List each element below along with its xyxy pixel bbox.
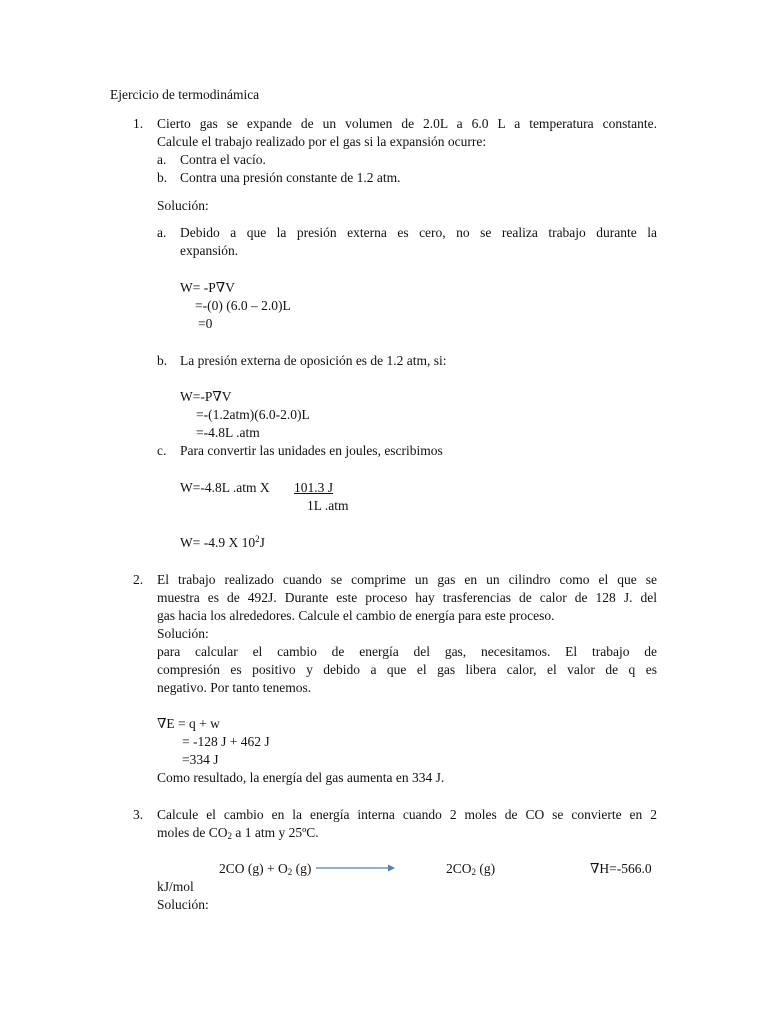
q1-sol-a-eq-3: =0 [198, 316, 213, 331]
q2-line-1: El trabajo realizado cuando se comprime un gas en un cilindro como el que se [157, 572, 657, 587]
q1-sol-b-eq-1: W=-P∇V [180, 389, 232, 404]
q3-line-2: moles de $CO_2$ a 1 atm y 25ºC. [157, 825, 319, 841]
q2-eq-3: =334 J [182, 752, 219, 767]
q2-line-3: gas hacia los alrededores. Calcule el cambio de energía para este proceso. [157, 608, 555, 623]
q1-number: 1. [133, 116, 144, 131]
q2-eq-1: ∇E = q + w [157, 716, 220, 731]
q2-eq-2: = -128 J + 462 J [182, 734, 270, 749]
q1-option-a-label: a. [157, 152, 167, 167]
q1-sol-b-text: La presión externa de oposición es de 1.2 atm, si: [180, 353, 447, 368]
reaction-enthalpy: ∇H=-566.0 [590, 861, 652, 876]
q2-result: Como resultado, la energía del gas aumenta en 334 J. [157, 770, 445, 785]
reaction-enthalpy-unit: kJ/mol [157, 879, 194, 894]
q1-sol-c-text: Para convertir las unidades en joules, escribimos [180, 443, 443, 458]
q1-sol-a-line-2: expansión. [180, 243, 239, 258]
q1-sol-c-denominator: 1L .atm [307, 498, 349, 513]
reaction-reactants: 2CO $(g) + O_2$ (g) [219, 861, 312, 877]
q1-sol-c-label: c. [157, 443, 167, 458]
q3-line-1: Calcule el cambio en la energía interna cuando 2 moles de CO se convierte en 2 [157, 807, 657, 822]
q1-option-b-label: b. [157, 170, 168, 185]
q2-paragraph-line-1: para calcular el cambio de energía del gas, necesitamos. El trabajo de [157, 644, 657, 659]
q1-sol-a-eq-1: W= -P∇V [180, 280, 235, 295]
q1-sol-c-numerator: 101.3 J [294, 480, 334, 495]
q2-paragraph-line-3: negativo. Por tanto tenemos. [157, 680, 312, 695]
document-title: Ejercicio de termodinámica [110, 87, 260, 102]
q1-sol-b-eq-3: =-4.8L .atm [196, 425, 260, 440]
q2-solution-heading: Solución: [157, 626, 209, 641]
q1-solution-heading: Solución: [157, 198, 209, 213]
q1-line-2: Calcule el trabajo realizado por el gas si la expansión ocurre: [157, 134, 487, 149]
q1-sol-a-label: a. [157, 225, 167, 240]
q1-sol-a-eq-2: =-(0) (6.0 – 2.0)L [195, 298, 291, 313]
q1-sol-a-line-1: Debido a que la presión externa es cero, no se realiza trabajo durante la [180, 225, 657, 240]
reaction-products: $2CO_2$ (g) [446, 861, 496, 877]
q1-sol-b-eq-2: =-(1.2atm)(6.0-2.0)L [196, 407, 310, 422]
q1-option-b: Contra una presión constante de 1.2 atm. [180, 170, 401, 185]
q2-paragraph-line-2: compresión es positivo y debido a que el gas libera calor, el valor de q es [157, 662, 657, 677]
q1-sol-c-eq-1: W=-4.8L .atm X [180, 480, 270, 495]
q2-number: 2. [133, 572, 144, 587]
q3-number: 3. [133, 807, 144, 822]
q1-sol-b-label: b. [157, 353, 168, 368]
q1-option-a: Contra el vacío. [180, 152, 266, 167]
reaction-arrow-icon [316, 862, 396, 874]
q2-line-2: muestra es de 492J. Durante este proceso hay trasferencias de calor de 128 J. del [157, 590, 657, 605]
q1-sol-c-eq-2: W= -4.9 X $10^2J$ [180, 534, 265, 550]
q1-line-1: Cierto gas se expande de un volumen de 2.0L a 6.0 L a temperatura constante. [157, 116, 657, 131]
q3-solution-heading: Solución: [157, 897, 209, 912]
